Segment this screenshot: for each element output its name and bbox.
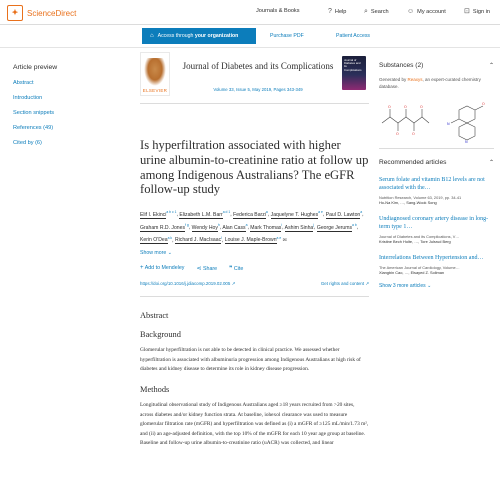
top-navigation-bar: [0, 0, 500, 25]
author-affiliation[interactable]: a e: [318, 210, 323, 215]
author-affiliation[interactable]: a b: [352, 222, 357, 227]
recommended-article-authors: Kristine Bech Holte, …, Tore Julsrud Berg: [379, 239, 451, 244]
author-name[interactable]: Kerin O'Dea: [140, 237, 168, 244]
journal-cover-image[interactable]: [342, 56, 366, 90]
elsevier-tree-logo[interactable]: [140, 52, 170, 96]
brand-name: ScienceDirect: [27, 8, 77, 18]
recommended-article-journal: Nutrition Research, Volume 63, 2019, pp. 34-41: [379, 195, 462, 200]
journal-volume[interactable]: Volume 33, Issue 5, May 2019, Pages 343-349: [213, 87, 303, 92]
rights-text: Get rights and content: [320, 281, 365, 287]
sciencedirect-logo[interactable]: [7, 5, 76, 21]
purchase-pdf-link[interactable]: Purchase PDF: [270, 33, 304, 39]
show-more-authors-button[interactable]: [140, 250, 369, 256]
show-more-label: Show more: [140, 250, 167, 257]
author-name[interactable]: Ashim Sinha: [284, 224, 314, 231]
outline-item-section-snippets[interactable]: Section snippets: [13, 110, 55, 116]
chevron-up-icon: ⌃: [488, 160, 494, 166]
search-icon: ⌕: [364, 8, 368, 15]
svg-text:N: N: [447, 122, 450, 126]
access-bold: your organization: [194, 33, 239, 39]
access-through-organization-button[interactable]: [142, 28, 256, 44]
quote-icon: ❞: [229, 266, 233, 273]
svg-text:O: O: [482, 102, 485, 106]
author-affiliation[interactable]: j: [313, 222, 315, 227]
access-button-label: [158, 33, 239, 39]
svg-text:O: O: [420, 105, 423, 109]
share-icon: ⋖: [196, 266, 202, 273]
svg-text:O: O: [412, 132, 415, 136]
author-affiliation[interactable]: a k: [167, 235, 173, 240]
author-name[interactable]: Elizabeth L.M. Barr: [179, 211, 223, 218]
outline-item-cited-by[interactable]: Cited by (6): [13, 140, 42, 146]
publisher-name: ELSEVIER: [142, 88, 168, 93]
plus-icon: +: [140, 265, 144, 272]
substances-title: Substances (2): [379, 62, 424, 69]
nav-my-account[interactable]: [407, 8, 446, 15]
author-name[interactable]: Richard J. MacIsaac: [174, 237, 222, 244]
author-name[interactable]: Federica Barzi: [233, 211, 266, 218]
show-more-articles-button[interactable]: [379, 283, 494, 289]
author-name[interactable]: Jaquelyne T. Hughes: [270, 211, 319, 218]
chevron-down-icon: ⌄: [427, 283, 432, 289]
author-name[interactable]: Mark Thomas: [250, 224, 282, 231]
outline-title: Article preview: [13, 64, 58, 71]
author-name[interactable]: George Jerums: [316, 224, 352, 231]
recommended-article-title[interactable]: Serum folate and vitamin B12 levels are not associated with the…: [379, 177, 485, 191]
author-affiliation[interactable]: i: [281, 222, 283, 227]
author-name[interactable]: Alan Cass: [222, 224, 246, 231]
doi-link[interactable]: [140, 281, 235, 287]
cite-button[interactable]: [229, 265, 243, 272]
recommended-article: [379, 215, 494, 244]
journal-header: [140, 52, 369, 104]
help-icon: ?: [328, 8, 332, 15]
doi-row: [140, 281, 369, 297]
recommended-article: [379, 176, 494, 205]
nav-search-label: Search: [370, 8, 389, 15]
author-affiliation[interactable]: a: [245, 222, 248, 227]
share-label: Share: [202, 266, 218, 273]
svg-text:N: N: [465, 140, 468, 144]
author-affiliation[interactable]: l: [221, 235, 222, 240]
mendeley-label: Add to Mendeley: [144, 265, 185, 272]
external-link-icon: ↗: [231, 281, 236, 287]
elsevier-logo-icon: ✦: [7, 5, 23, 21]
nav-sign-in-label: Sign in: [472, 8, 490, 15]
recommended-title: Recommended articles: [379, 159, 447, 166]
author-name[interactable]: Louise J. Maple-Brown: [224, 237, 277, 244]
account-icon: ☺: [407, 8, 415, 15]
cover-title: Journal of Diabetes and its Complications: [344, 58, 362, 72]
background-heading: Background: [140, 330, 181, 340]
author-affiliation[interactable]: a: [265, 210, 268, 215]
outline-item-abstract[interactable]: Abstract: [13, 80, 34, 86]
svg-text:O: O: [396, 132, 399, 136]
abstract-heading: Abstract: [140, 311, 169, 321]
journal-title[interactable]: Journal of Diabetes and its Complications: [182, 61, 334, 71]
article-actions: [140, 265, 369, 272]
nav-journals-books[interactable]: [256, 8, 300, 14]
outline-item-references[interactable]: References (49): [13, 125, 54, 131]
recommended-article-journal: Journal of Diabetes and its Complications, V…: [379, 234, 460, 239]
show-more-articles-label: Show 3 more articles: [379, 283, 426, 289]
nav-journals-books-label: Journals & Books: [256, 8, 300, 14]
recommended-article-title[interactable]: Undiagnosed coronary artery disease in long-term type 1…: [379, 216, 489, 230]
author-affiliation[interactable]: a e: [276, 235, 282, 240]
mail-icon[interactable]: ✉: [281, 237, 287, 244]
recommended-article-title[interactable]: Interrelations Between Hypertension and…: [379, 255, 484, 261]
add-to-mendeley-button[interactable]: [140, 265, 184, 272]
article-main: [140, 52, 369, 449]
cite-label: Cite: [233, 266, 244, 273]
author-name[interactable]: Elif I. Ekinci: [140, 211, 167, 218]
chemical-structure-icon[interactable]: [379, 95, 494, 145]
author-name[interactable]: Graham R.D. Jones: [140, 224, 186, 231]
methods-heading: Methods: [140, 385, 170, 395]
author-affiliation[interactable]: f g: [185, 222, 189, 227]
chevron-down-icon: ⌄: [167, 250, 173, 257]
svg-text:O: O: [404, 105, 407, 109]
nav-sign-in[interactable]: [464, 8, 490, 15]
recommended-article: [379, 254, 494, 275]
recommended-article-authors: Xiangbin Cao, …, Elsayed Z. Soliman: [379, 270, 445, 275]
author-affiliation[interactable]: a d 1: [222, 210, 231, 215]
author-affiliation[interactable]: a b c 1: [166, 210, 177, 215]
methods-text: Longitudinal observational study of Indigenous Australians aged ≥18 years recruited from >20 sites, across diabetes and/or kidney function strata. At baseline, iohexol clearance was used to measure glomerular filtration rate (mGFR) and hyperfiltration was defined as (i) a mGFR of ≥125 mL/min/1.73 m², and (ii) an age-adjusted definition, with the top 10% of the mGFR for each 10 year age group at baseline. Baseline and follow-up urine albumin-to-creatinine ratio (uACR) was collected, and linear: [140, 402, 369, 447]
article-outline: [13, 64, 108, 155]
recommended-article-authors: Ho-Na Kim, …, Sang-Wook Song: [379, 200, 437, 205]
patient-access-link[interactable]: Patient Access: [336, 33, 371, 39]
right-sidebar: [379, 62, 494, 289]
reaxys-note: [379, 77, 494, 90]
chevron-up-icon: ⌃: [488, 63, 494, 69]
substances-header[interactable]: [379, 62, 494, 69]
nav-account-label: My account: [417, 8, 446, 15]
author-affiliation[interactable]: a: [360, 210, 363, 215]
outline-item-introduction[interactable]: Introduction: [13, 95, 43, 101]
rights-link[interactable]: [321, 281, 369, 287]
recommended-header[interactable]: [379, 159, 494, 166]
nav-help-label: Help: [334, 8, 347, 15]
svg-text:O: O: [388, 105, 391, 109]
doi-text: https://doi.org/10.1016/j.jdiacomp.2019.02.005: [140, 281, 231, 287]
author-affiliation[interactable]: h: [217, 222, 220, 227]
tree-icon: [144, 58, 166, 86]
external-link-icon: ↗: [365, 281, 369, 287]
access-prefix: Access through: [157, 33, 195, 39]
author-list: Elif I. Ekinci$^{a b c 1}$, Elizabeth L.M. Barr$^{a d 1}$, Federica Barzi$^a$, Jaquelyne T. Hughes$^{a e}$, Paul D. Lawton$^a$, Graham R.D. Jones$^{f g}$, Wendy Hoy$^h$, Alan Cass$^a$, Mark Thomas$^i$, Ashim Sinha$^j$, George Jerums$^{a b}$, Kerin O'Dea$^{a k}$, Richard J. MacIsaac$^l$, Louise J. Maple-Brown$^{a e}$ ✉: [140, 210, 364, 244]
background-text: Glomerular hyperfiltration is not able to be detected in clinical practice. We assessed whether hyperfiltration is associated with albuminuria progression among Indigenous Australians at high risk of diabetes and kidney disease to determine its role in kidney disease progression.: [140, 347, 361, 373]
generated-suffix: , an expert-curated chemistry database.: [379, 77, 481, 89]
share-button[interactable]: [196, 265, 217, 272]
chemical-structures: [379, 95, 494, 149]
nav-help[interactable]: [328, 8, 346, 15]
author-name[interactable]: Paul D. Lawton: [325, 211, 361, 218]
recommended-article-journal: The American Journal of Cardiology, Volume…: [379, 265, 460, 270]
sign-in-icon: ⊡: [464, 8, 470, 15]
institution-icon: ⌂: [150, 33, 154, 39]
article-title: Is hyperfiltration associated with higher urine albumin-to-creatinine ratio at follow up among Indigenous Australians? The eGFR follow-up study: [140, 138, 369, 197]
reaxys-link[interactable]: Reaxys: [407, 77, 423, 82]
generated-prefix: Generated by: [379, 77, 408, 82]
author-name[interactable]: Wendy Hoy: [191, 224, 218, 231]
nav-search[interactable]: [364, 8, 389, 15]
